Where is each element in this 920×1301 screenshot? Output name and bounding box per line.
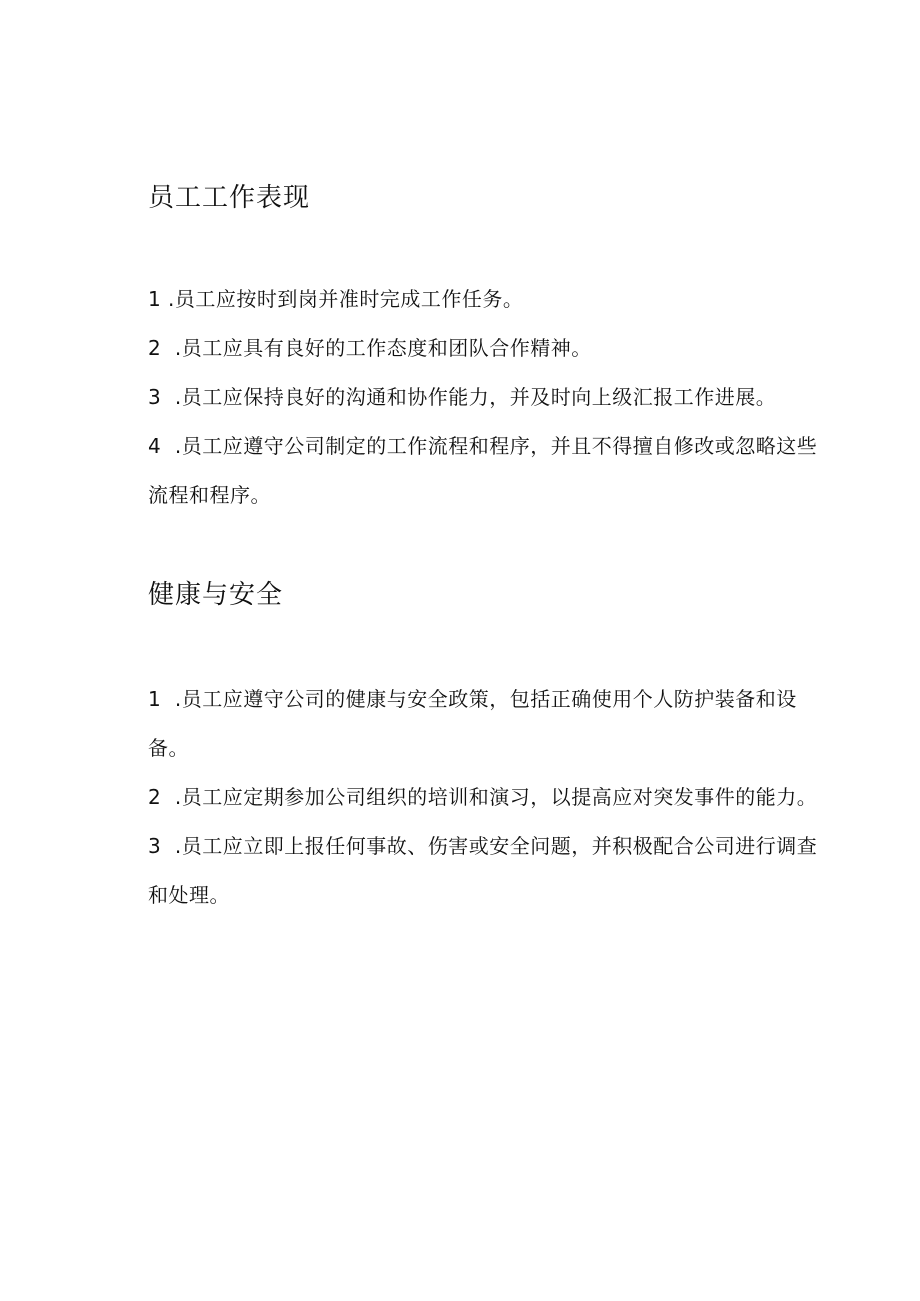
list-item	[148, 675, 828, 773]
item-text: .员工应按时到岗并准时完成工作任务。	[168, 287, 524, 311]
item-list	[148, 275, 828, 520]
item-list	[148, 675, 828, 920]
list-item	[148, 324, 828, 373]
item-number: 3	[148, 834, 162, 858]
item-text: .员工应立即上报任何事故、伤害或安全问题，并积极配合公司进行调查和处理。	[148, 834, 818, 907]
section-health-safety	[148, 575, 828, 920]
item-number: 2	[148, 785, 162, 809]
item-number: 2	[148, 336, 162, 360]
list-item	[148, 422, 828, 520]
list-item	[148, 275, 828, 324]
item-text: .员工应遵守公司的健康与安全政策，包括正确使用个人防护装备和设备。	[148, 687, 797, 760]
item-number: 4	[148, 434, 162, 458]
item-text: .员工应保持良好的沟通和协作能力，并及时向上级汇报工作进展。	[168, 385, 777, 409]
section-title: 员工工作表现	[148, 183, 311, 213]
item-number: 1	[148, 287, 162, 311]
list-item	[148, 773, 828, 822]
list-item	[148, 373, 828, 422]
item-text: .员工应具有良好的工作态度和团队合作精神。	[168, 336, 592, 360]
item-text: .员工应定期参加公司组织的培训和演习，以提高应对突发事件的能力。	[168, 785, 818, 809]
item-number: 3	[148, 385, 162, 409]
item-text: .员工应遵守公司制定的工作流程和程序，并且不得擅自修改或忽略这些流程和程序。	[148, 434, 818, 507]
section-work-performance	[148, 178, 828, 520]
list-item	[148, 822, 828, 920]
item-number: 1	[148, 687, 162, 711]
section-title: 健康与安全	[148, 580, 284, 610]
